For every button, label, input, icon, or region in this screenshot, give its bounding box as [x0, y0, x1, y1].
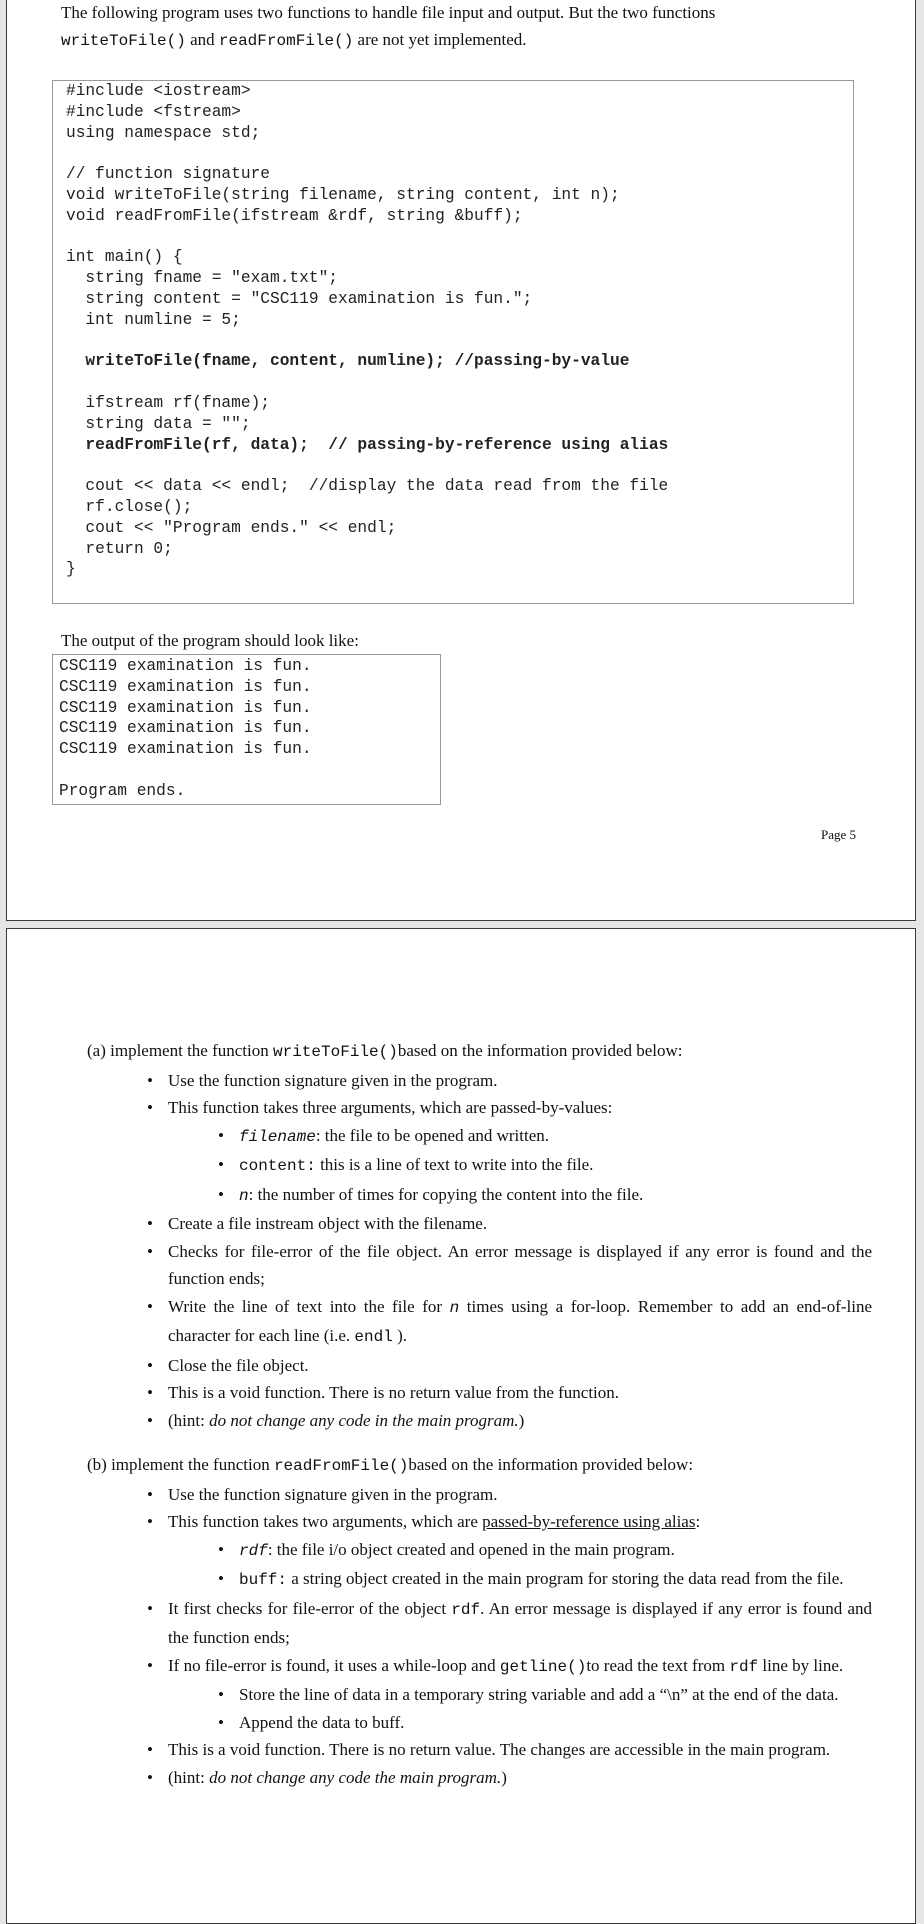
- part-b-list: [87, 1481, 872, 1792]
- list-item: • Checks for file-error of the file object. An error message is displayed if any error is found and the function ends;: [87, 1238, 872, 1293]
- sub-list-item: • Append the data to buff.: [87, 1709, 872, 1737]
- code-line: string fname = "exam.txt";: [66, 269, 338, 288]
- item-text: Write the line of text into the file for: [168, 1296, 450, 1316]
- question-part-b: [87, 1451, 872, 1791]
- code-line: [66, 372, 853, 393]
- output-line: CSC119 examination is fun.: [59, 719, 312, 738]
- sub-item-text: : the number of times for copying the content into the file.: [248, 1184, 644, 1204]
- list-item: [87, 1652, 872, 1682]
- list-item: • Create a file instream object with the filename.: [87, 1210, 872, 1238]
- inline-code: rdf: [451, 1600, 481, 1619]
- underlined-text: passed-by-reference using alias: [482, 1512, 696, 1531]
- item-text: line by line.: [758, 1655, 844, 1675]
- sub-list-item: [87, 1536, 872, 1566]
- part-a-heading: [87, 1037, 872, 1067]
- sub-list-item: [87, 1151, 872, 1181]
- hint-text: do not change any code the main program.: [209, 1767, 502, 1787]
- code-line: string content = "CSC119 examination is fun.";: [66, 289, 533, 308]
- list-item: [87, 1407, 872, 1435]
- intro-fn-write: writeToFile(): [61, 32, 186, 50]
- part-b-function-name: readFromFile(): [273, 1457, 409, 1475]
- output-line: CSC119 examination is fun.: [59, 657, 312, 675]
- list-item: • Use the function signature given in the program.: [87, 1067, 872, 1095]
- code-line: cout << "Program ends." << endl;: [66, 518, 397, 537]
- inline-code: n: [239, 1186, 249, 1205]
- sub-list-item: [87, 1181, 872, 1211]
- intro-text-suffix: are not yet implemented.: [353, 30, 527, 49]
- code-line: #include <iostream>: [66, 82, 251, 100]
- sub-item-text: this is a line of text to write into the file.: [315, 1155, 594, 1174]
- code-line: ifstream rf(fname);: [66, 393, 270, 412]
- item-text: (hint:: [168, 1767, 210, 1787]
- part-a-heading-text: (a) implement the function: [87, 1041, 273, 1060]
- part-a-function-name: writeToFile(): [273, 1043, 398, 1061]
- sub-list-item: • Store the line of data in a temporary string variable and add a “\n” at the end of the data.: [87, 1681, 872, 1709]
- part-a-heading-suffix: based on the information provided below:: [397, 1041, 683, 1060]
- code-line: cout << data << endl; //display the data read from the file: [66, 477, 669, 496]
- list-item: • This function takes three arguments, which are passed-by-values:: [87, 1094, 872, 1122]
- intro-text-mid: and: [185, 30, 219, 49]
- sub-list-item: [87, 1122, 872, 1152]
- code-listing: [66, 81, 853, 580]
- inline-code: filename: [239, 1127, 316, 1146]
- code-line: [66, 143, 853, 164]
- output-label: The output of the program should look like:: [61, 631, 359, 650]
- sub-item-text: : the file to be opened and written.: [315, 1125, 550, 1145]
- intro-text: The following program uses two functions to handle file input and output. But the two functions: [61, 3, 716, 22]
- sub-list-item: [87, 1565, 872, 1595]
- inline-code: getline(): [499, 1657, 587, 1676]
- code-line: rf.close();: [66, 497, 193, 516]
- inline-code: rdf: [239, 1541, 268, 1560]
- list-item: [87, 1293, 872, 1352]
- code-line: string data = "";: [66, 414, 251, 433]
- code-line: [66, 331, 853, 352]
- item-text: (hint:: [168, 1410, 210, 1430]
- code-line: [66, 227, 853, 248]
- output-line: [59, 760, 440, 781]
- list-item: [87, 1764, 872, 1792]
- item-text: If no file-error is found, it uses a while-loop and: [168, 1655, 500, 1675]
- item-text: It first checks for file-error of the object: [168, 1598, 452, 1618]
- code-line: // function signature: [66, 165, 270, 184]
- code-line: #include <fstream>: [66, 102, 241, 121]
- sub-item-text: : the file i/o object created and opened in the main program.: [267, 1539, 675, 1559]
- part-b-heading: [87, 1451, 872, 1481]
- code-line: [66, 455, 853, 476]
- intro-paragraph: [61, 0, 863, 55]
- output-line: CSC119 examination is fun.: [59, 698, 312, 717]
- output-line: CSC119 examination is fun.: [59, 677, 312, 696]
- part-b-heading-text: (b) implement the function: [87, 1455, 274, 1474]
- sub-item-text: a string object created in the main program for storing the data read from the file.: [287, 1569, 844, 1588]
- list-item: [87, 1508, 872, 1536]
- code-listing-box: [52, 80, 854, 604]
- inline-code: n: [449, 1298, 460, 1317]
- part-a-list: [87, 1067, 872, 1435]
- code-line: int numline = 5;: [66, 310, 241, 329]
- question-part-a: [87, 1037, 872, 1434]
- page-5: [6, 0, 916, 921]
- item-text: ): [501, 1767, 507, 1787]
- code-line: void writeToFile(string filename, string content, int n);: [66, 185, 620, 204]
- intro-fn-read: readFromFile(): [218, 32, 354, 50]
- output-line: Program ends.: [59, 781, 186, 800]
- output-line: CSC119 examination is fun.: [59, 740, 312, 759]
- list-item: • Close the file object.: [87, 1352, 872, 1380]
- page-number: Page 5: [821, 827, 857, 842]
- code-line: }: [66, 560, 76, 579]
- hint-text: do not change any code in the main program.: [209, 1410, 519, 1430]
- item-text: . An error message is displayed if any error is found and the function ends;: [168, 1598, 872, 1647]
- item-text: ).: [392, 1326, 407, 1345]
- program-output-box: [52, 654, 441, 805]
- item-text: to read the text from: [586, 1655, 730, 1675]
- item-text: This function takes two arguments, which are: [168, 1512, 483, 1531]
- item-text: :: [695, 1512, 701, 1531]
- code-line: void readFromFile(ifstream &rdf, string &buff);: [66, 206, 523, 225]
- item-text: times using a for-loop. Remember to add an end-of-line character for each line (i.e.: [168, 1296, 873, 1345]
- code-line: using namespace std;: [66, 123, 261, 142]
- code-line: return 0;: [66, 539, 173, 558]
- item-text: ): [518, 1410, 525, 1430]
- code-line: readFromFile(rf, data); // passing-by-reference using alias: [66, 435, 669, 454]
- part-b-heading-suffix: based on the information provided below:: [408, 1455, 694, 1474]
- page-6: [6, 928, 916, 1924]
- list-item: • Use the function signature given in the program.: [87, 1481, 872, 1509]
- inline-code: content:: [239, 1157, 316, 1175]
- list-item: • This is a void function. There is no return value. The changes are accessible in the main program.: [87, 1736, 872, 1764]
- inline-code: buff:: [239, 1571, 288, 1589]
- inline-code: rdf: [729, 1657, 759, 1676]
- list-item: • This is a void function. There is no return value from the function.: [87, 1379, 872, 1407]
- inline-code: endl: [354, 1328, 393, 1346]
- code-line: writeToFile(fname, content, numline); //passing-by-value: [66, 352, 630, 371]
- list-item: [87, 1595, 872, 1652]
- code-line: int main() {: [66, 248, 183, 267]
